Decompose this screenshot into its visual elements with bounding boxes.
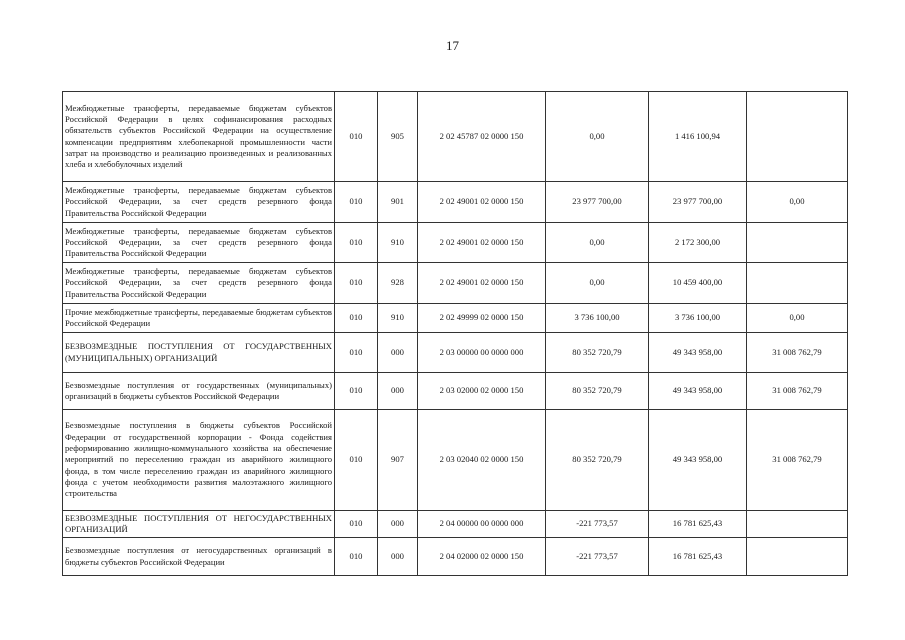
amount-cell: 10 459 400,00 — [649, 263, 747, 304]
admin-code: 010 — [335, 333, 378, 373]
amount-cell: -221 773,57 — [546, 538, 649, 576]
row-description: БЕЗВОЗМЕЗДНЫЕ ПОСТУПЛЕНИЯ ОТ НЕГОСУДАРСТВЕННЫХ ОРГАНИЗАЦИЙ — [63, 511, 335, 538]
amount-cell: 0,00 — [546, 223, 649, 263]
table-row — [63, 92, 848, 182]
budget-classification-code: 2 02 49001 02 0000 150 — [418, 263, 546, 304]
admin-code: 010 — [335, 92, 378, 182]
amount-cell: 3 736 100,00 — [546, 304, 649, 333]
table-row — [63, 410, 848, 511]
department-code: 901 — [378, 182, 418, 223]
row-description: Межбюджетные трансферты, передаваемые бюджетам субъектов Российской Федерации, за счет средств резервного фонда Правительства Российской Федерации — [63, 223, 335, 263]
amount-cell: 1 416 100,94 — [649, 92, 747, 182]
row-description: Межбюджетные трансферты, передаваемые бюджетам субъектов Российской Федерации, за счет средств резервного фонда Правительства Российской Федерации — [63, 182, 335, 223]
amount-cell: 31 008 762,79 — [747, 410, 848, 511]
department-code: 907 — [378, 410, 418, 511]
amount-cell: 80 352 720,79 — [546, 333, 649, 373]
department-code: 000 — [378, 373, 418, 410]
amount-cell: -221 773,57 — [546, 511, 649, 538]
budget-classification-code: 2 04 00000 00 0000 000 — [418, 511, 546, 538]
amount-cell — [747, 538, 848, 576]
admin-code: 010 — [335, 373, 378, 410]
table-row — [63, 263, 848, 304]
amount-cell: 16 781 625,43 — [649, 538, 747, 576]
amount-cell: 49 343 958,00 — [649, 410, 747, 511]
row-description: БЕЗВОЗМЕЗДНЫЕ ПОСТУПЛЕНИЯ ОТ ГОСУДАРСТВЕННЫХ (МУНИЦИПАЛЬНЫХ) ОРГАНИЗАЦИЙ — [63, 333, 335, 373]
amount-cell: 23 977 700,00 — [649, 182, 747, 223]
admin-code: 010 — [335, 511, 378, 538]
budget-classification-code: 2 04 02000 02 0000 150 — [418, 538, 546, 576]
admin-code: 010 — [335, 223, 378, 263]
amount-cell: 31 008 762,79 — [747, 373, 848, 410]
admin-code: 010 — [335, 410, 378, 511]
amount-cell: 0,00 — [747, 304, 848, 333]
row-description: Безвозмездные поступления в бюджеты субъектов Российской Федерации от государственной корпорации - Фонда содействия реформированию жилищно-коммунального хозяйства на обеспечение мероприятий по переселению граждан из аварийного жилищного фонда, в том числе переселению граждан из аварийного жилищного фонда с учетом необходимости развития малоэтажного жилищного строительства — [63, 410, 335, 511]
budget-classification-code: 2 02 49999 02 0000 150 — [418, 304, 546, 333]
budget-classification-code: 2 02 49001 02 0000 150 — [418, 182, 546, 223]
admin-code: 010 — [335, 182, 378, 223]
amount-cell — [747, 511, 848, 538]
table-row — [63, 373, 848, 410]
amount-cell: 0,00 — [546, 263, 649, 304]
budget-classification-code: 2 02 49001 02 0000 150 — [418, 223, 546, 263]
amount-cell: 3 736 100,00 — [649, 304, 747, 333]
amount-cell: 2 172 300,00 — [649, 223, 747, 263]
department-code: 000 — [378, 538, 418, 576]
department-code: 928 — [378, 263, 418, 304]
amount-cell — [747, 92, 848, 182]
admin-code: 010 — [335, 304, 378, 333]
amount-cell — [747, 223, 848, 263]
table-row — [63, 538, 848, 576]
amount-cell: 49 343 958,00 — [649, 373, 747, 410]
row-description: Межбюджетные трансферты, передаваемые бюджетам субъектов Российской Федерации, за счет средств резервного фонда Правительства Российской Федерации — [63, 263, 335, 304]
page-number: 17 — [446, 38, 459, 53]
table-row — [63, 304, 848, 333]
department-code: 910 — [378, 304, 418, 333]
amount-cell: 80 352 720,79 — [546, 410, 649, 511]
amount-cell: 0,00 — [747, 182, 848, 223]
amount-cell: 0,00 — [546, 92, 649, 182]
table-row — [63, 333, 848, 373]
budget-classification-code: 2 03 02000 02 0000 150 — [418, 373, 546, 410]
row-description: Безвозмездные поступления от негосударственных организаций в бюджеты субъектов Российской Федерации — [63, 538, 335, 576]
row-description: Безвозмездные поступления от государственных (муниципальных) организаций в бюджеты субъектов Российской Федерации — [63, 373, 335, 410]
amount-cell: 23 977 700,00 — [546, 182, 649, 223]
table-row — [63, 511, 848, 538]
budget-classification-code: 2 03 00000 00 0000 000 — [418, 333, 546, 373]
budget-classification-code: 2 02 45787 02 0000 150 — [418, 92, 546, 182]
department-code: 000 — [378, 333, 418, 373]
table-row — [63, 223, 848, 263]
department-code: 905 — [378, 92, 418, 182]
department-code: 910 — [378, 223, 418, 263]
budget-table — [62, 91, 848, 576]
admin-code: 010 — [335, 263, 378, 304]
amount-cell: 31 008 762,79 — [747, 333, 848, 373]
amount-cell: 80 352 720,79 — [546, 373, 649, 410]
amount-cell: 49 343 958,00 — [649, 333, 747, 373]
department-code: 000 — [378, 511, 418, 538]
row-description: Прочие межбюджетные трансферты, передаваемые бюджетам субъектов Российской Федерации — [63, 304, 335, 333]
amount-cell: 16 781 625,43 — [649, 511, 747, 538]
amount-cell — [747, 263, 848, 304]
table-row — [63, 182, 848, 223]
row-description: Межбюджетные трансферты, передаваемые бюджетам субъектов Российской Федерации в целях софинансирования расходных обязательств субъектов Российской Федерации на осуществление компенсации предприятиям хлебопекарной промышленности части затрат на производство и реализацию произведенных и реализованных хлеба и хлебобулочных изделий — [63, 92, 335, 182]
budget-classification-code: 2 03 02040 02 0000 150 — [418, 410, 546, 511]
admin-code: 010 — [335, 538, 378, 576]
